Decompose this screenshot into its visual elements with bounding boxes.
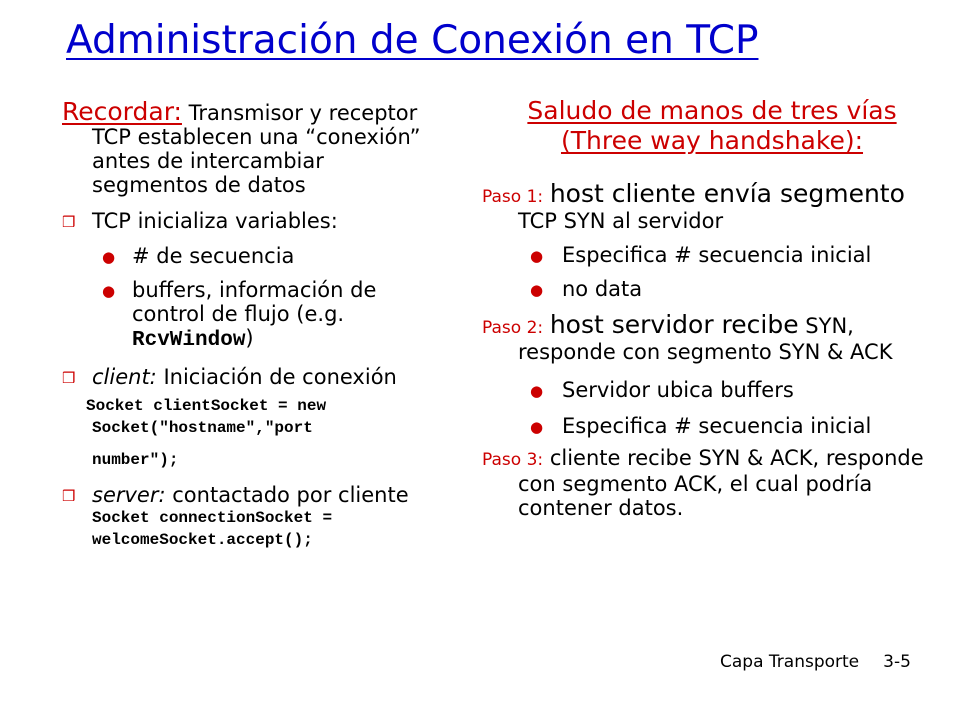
client-code-line-1: Socket clientSocket = new <box>86 397 327 415</box>
recordar-label: Recordar: <box>62 97 182 126</box>
bullet-checkbox-icon: ❒ <box>62 213 76 231</box>
recordar-text-big: Transmisor y <box>188 101 322 125</box>
client-label: client: <box>92 365 157 389</box>
buffers-text: buffers, información de control de flujo (e.g. <box>132 278 377 326</box>
paso-1-item-text: no data <box>562 277 643 301</box>
recordar-text: receptor TCP establecen una “conexión” antes de intercambiar segmentos de datos <box>92 101 421 197</box>
footer-chapter: Capa Transporte <box>720 652 860 672</box>
left-column <box>62 97 442 551</box>
paso-3-text: cliente recibe SYN & ACK, responde con segmento ACK, el cual podría contener datos. <box>518 446 924 520</box>
recordar-paragraph <box>62 97 442 197</box>
sub-bullet-icon: ● <box>530 247 544 265</box>
paso-2-text: SYN, responde con segmento SYN & ACK <box>518 314 893 364</box>
sub-bullet-icon: ● <box>530 382 544 400</box>
bullet-checkbox-icon: ❒ <box>62 487 76 505</box>
paso-1-label: Paso 1: <box>482 187 544 207</box>
bullet-checkbox-icon: ❒ <box>62 369 76 387</box>
paso-3 <box>482 446 942 520</box>
sub-bullet-seq <box>62 244 442 268</box>
server-text: contactado por cliente <box>172 483 409 507</box>
client-code-line-3: number"); <box>92 451 179 469</box>
handshake-heading-1: Saludo de manos de tres vías <box>527 96 897 125</box>
init-text: TCP inicializa variables: <box>92 209 338 233</box>
paso-1-big: host cliente envía segmento <box>549 179 905 208</box>
footer-page-number: 3-5 <box>883 652 911 672</box>
sub-bullet-buffers <box>62 278 442 353</box>
paso-1 <box>482 179 942 233</box>
server-label: server: <box>92 483 166 507</box>
server-code-line-1: Socket connectionSocket = <box>92 509 333 527</box>
bullet-init <box>62 209 442 233</box>
paso-2-big: host servidor recibe <box>549 310 799 339</box>
sub-bullet-icon: ● <box>530 418 544 436</box>
right-column <box>482 96 942 520</box>
slide-footer <box>720 652 911 672</box>
handshake-heading-2: (Three way handshake): <box>560 126 864 155</box>
paso-2-item-text: Servidor ubica buffers <box>562 378 794 402</box>
paso-2 <box>482 310 942 364</box>
bullet-client <box>62 365 442 389</box>
paso-2-label: Paso 2: <box>482 318 544 338</box>
server-code-line-2: welcomeSocket.accept(); <box>92 531 313 549</box>
buffers-code: RcvWindow <box>132 329 246 352</box>
sub-bullet-icon: ● <box>102 248 116 266</box>
paso-1-item <box>482 243 942 267</box>
client-text: Iniciación de conexión <box>163 365 397 389</box>
paso-2-item <box>482 414 942 438</box>
paso-1-text: TCP SYN al servidor <box>518 209 724 233</box>
bullet-server <box>62 483 442 507</box>
paso-1-item <box>482 277 942 301</box>
paso-2-item <box>482 378 942 402</box>
client-code-line-2: Socket("hostname","port <box>92 419 313 437</box>
seq-text: # de secuencia <box>132 244 295 268</box>
sub-bullet-icon: ● <box>530 281 544 299</box>
paso-2-item-text: Especifica # secuencia inicial <box>562 414 872 438</box>
paso-3-label: Paso 3: <box>482 450 544 470</box>
slide-title: Administración de Conexión en TCP <box>66 18 759 63</box>
buffers-close: ) <box>245 326 254 350</box>
sub-bullet-icon: ● <box>102 282 116 300</box>
paso-1-item-text: Especifica # secuencia inicial <box>562 243 872 267</box>
